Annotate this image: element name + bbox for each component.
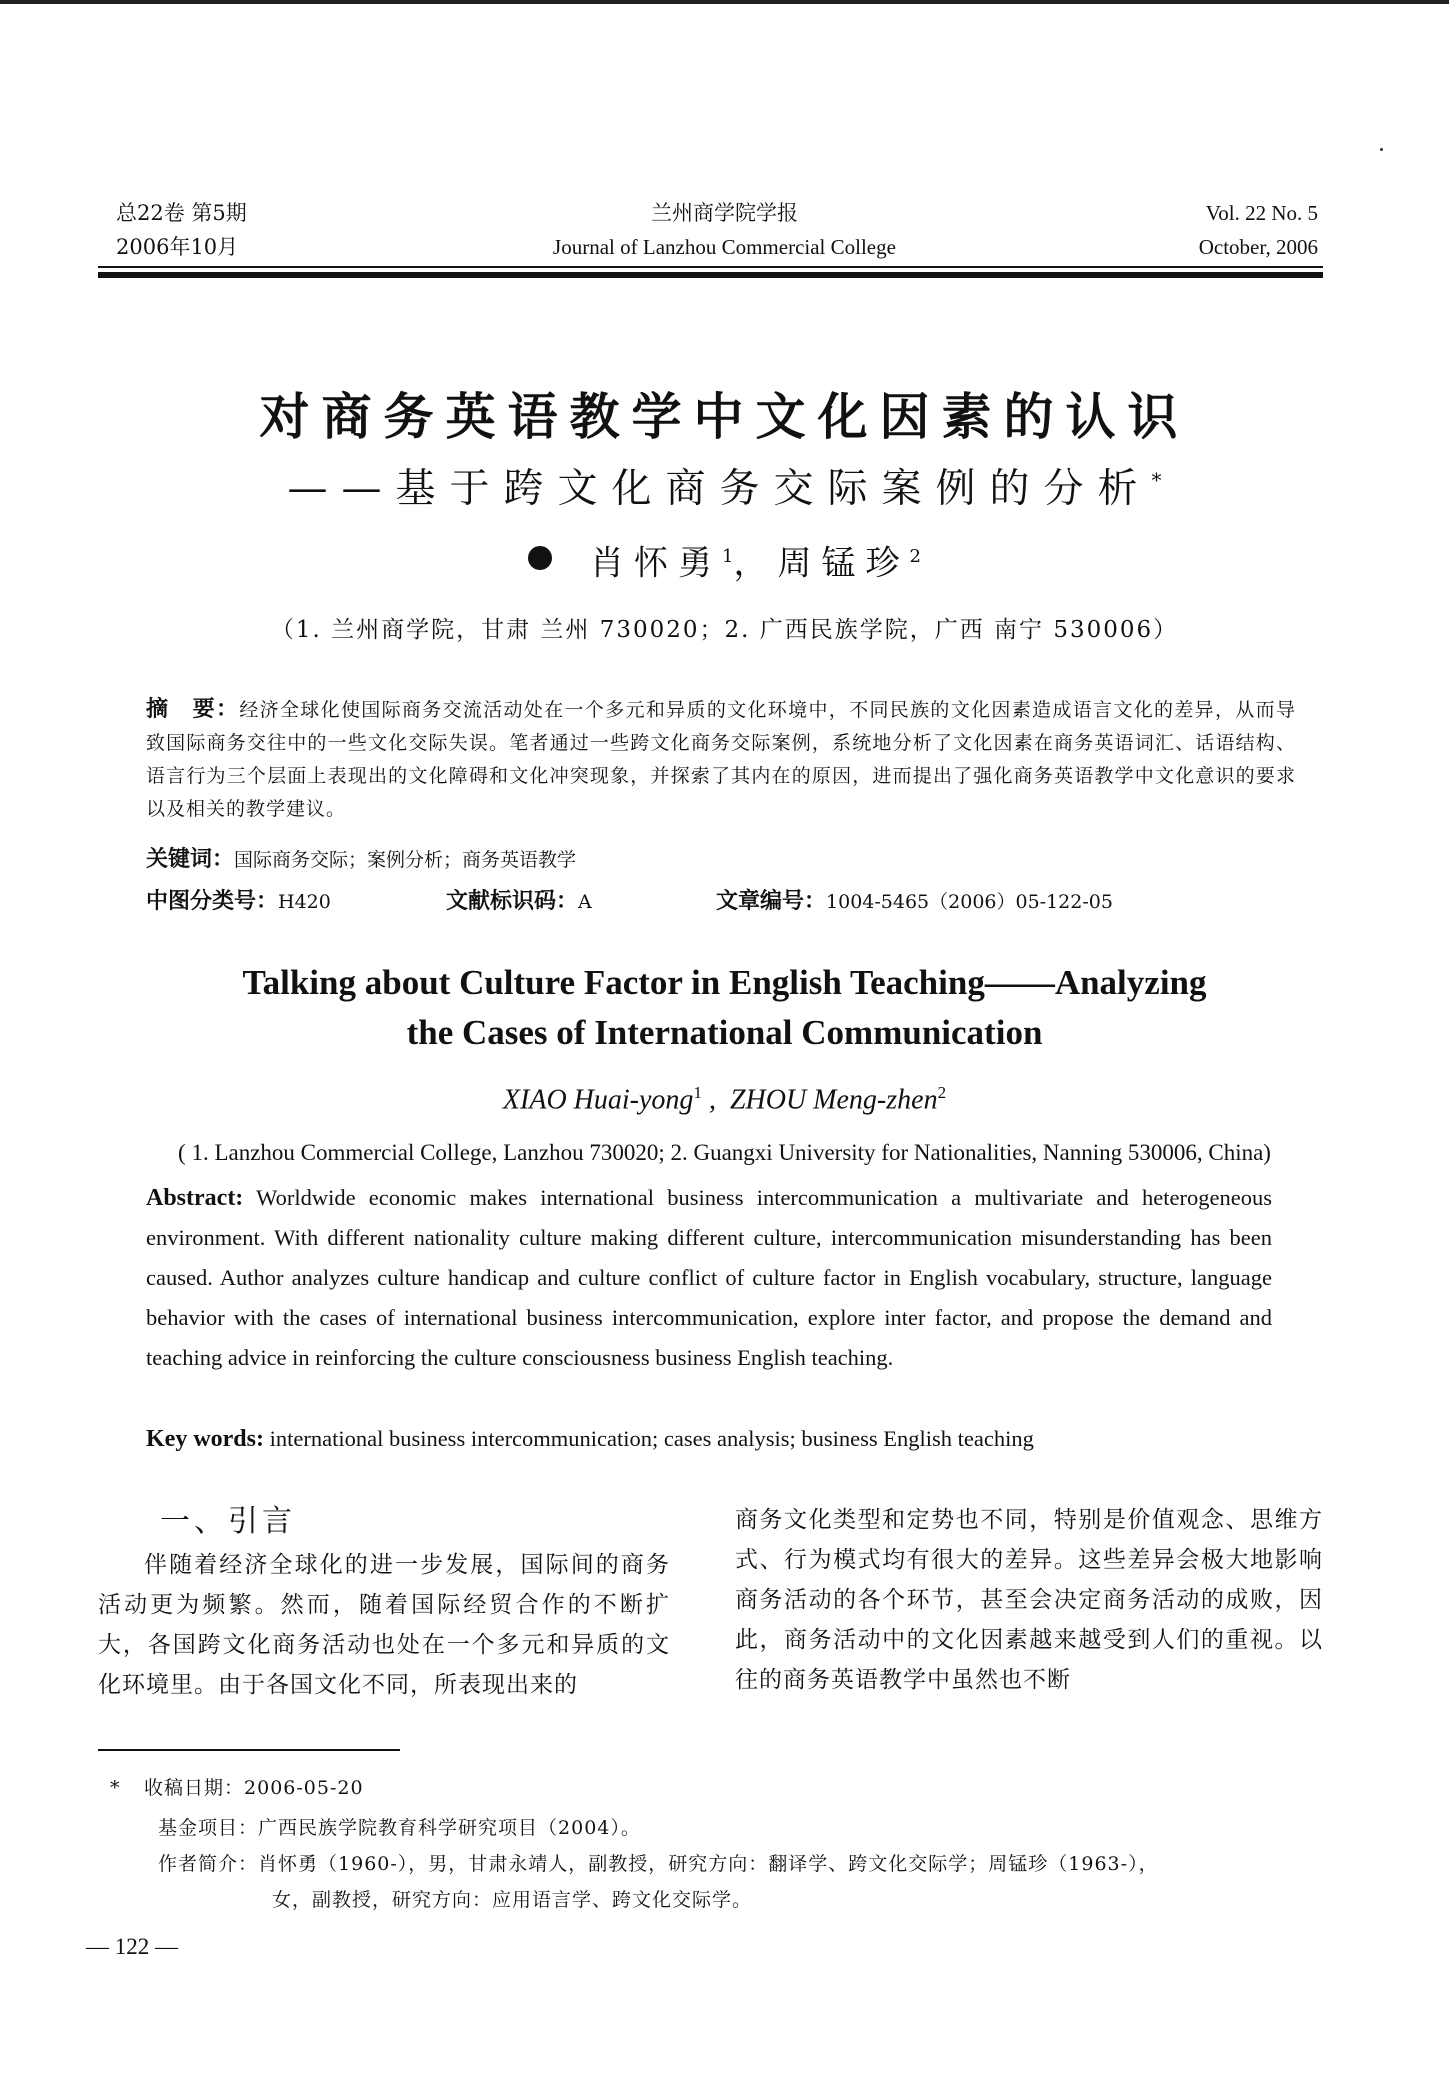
keywords-cn: [146, 843, 576, 877]
author-separator: ，: [733, 543, 778, 584]
author-1-sup: 1: [722, 546, 734, 567]
clc-label: 中图分类号：: [146, 889, 279, 914]
journal-volume-en: [1199, 196, 1318, 264]
page-subtitle: [0, 452, 1449, 516]
footnote-bio-continued: 女，副教授，研究方向：应用语言学、跨文化交际学。: [272, 1889, 753, 1911]
clc-value: H420: [278, 891, 331, 913]
author-2-sup: 2: [909, 546, 921, 567]
english-title-line2: the Cases of International Communication: [406, 1013, 1043, 1052]
author-2-cn: 周锰珍: [777, 543, 910, 584]
scan-speck: [1380, 148, 1383, 151]
fund-label: 基金项目：: [158, 1817, 259, 1839]
journal-name-en: Journal of Lanzhou Commercial College: [553, 235, 896, 259]
author-en-separator: ,: [701, 1084, 730, 1116]
article-no-value: 1004-5465（2006）05-122-05: [826, 891, 1113, 913]
authors-cn: [0, 533, 1449, 587]
footnote-rule: [98, 1749, 400, 1751]
subtitle-footnote-mark: *: [1151, 468, 1162, 492]
page-title: 对商务英语教学中文化因素的认识: [259, 388, 1190, 446]
subtitle-text: ——基于跨文化商务交际案例的分析: [287, 465, 1152, 512]
authors-en: [0, 1073, 1449, 1120]
page-number: — 122 —: [86, 1934, 178, 1959]
doc-code-value: A: [578, 891, 592, 913]
body-left-column: 伴随着经济全球化的进一步发展，国际间的商务活动更为频繁。然而，随着国际经贸合作的不断扩大，各国跨文化商务活动也处在一个多元和异质的文化环境里。由于各国文化不同，所表现出来的: [98, 1552, 670, 1698]
article-number: [716, 885, 1113, 919]
header-rule-thin: [98, 266, 1323, 268]
clc-number: [146, 885, 331, 919]
english-title-line1: Talking about Culture Factor in English Teaching——Analyzing: [242, 963, 1207, 1002]
journal-name-cn: 兰州商学院学报: [651, 201, 798, 225]
keywords-cn-text: 国际商务交际；案例分析；商务英语教学: [234, 849, 577, 871]
author-1-cn: 肖怀勇: [590, 543, 723, 584]
keywords-en: [146, 1419, 1034, 1459]
author-2-en-sup: 2: [937, 1083, 947, 1102]
keywords-cn-label: 关键词：: [146, 847, 235, 872]
abstract-en-label: Abstract:: [146, 1185, 244, 1211]
top-border: [0, 0, 1449, 4]
author-1-en: XIAO Huai-yong: [502, 1084, 694, 1116]
header-rule-thick: [98, 272, 1323, 278]
affiliation-en: ( 1. Lanzhou Commercial College, Lanzhou 730020; 2. Guangxi University for Nationalities, Nanning 530006, China): [178, 1140, 1271, 1165]
bio-label: 作者简介：: [158, 1853, 259, 1875]
volume-issue: 总22卷 第5期: [116, 201, 247, 225]
document-code: [446, 885, 592, 919]
article-no-label: 文章编号：: [716, 889, 827, 914]
english-title: [0, 958, 1449, 1058]
abstract-en: [146, 1178, 1272, 1378]
footnote-bio: [158, 1846, 1378, 1882]
abstract-en-text: Worldwide economic makes international business intercommunication a multivariate and heterogeneous environment. With different nationality culture making different culture, intercommunication misunderstanding has been caused. Author analyzes culture handicap and culture conflict of culture factor in English vocabulary, structure, language behavior with the cases of international business intercommunication, explore inter factor, and propose the demand and teaching advice in reinforcing the culture consciousness business English teaching.: [146, 1185, 1272, 1370]
footnote-received: [110, 1770, 1330, 1806]
abstract-cn: [146, 693, 1296, 826]
body-right-column: 商务文化类型和定势也不同，特别是价值观念、思维方式、行为模式均有很大的差异。这些差异会极大地影响商务活动的各个环节，甚至会决定商务活动的成败，因此，商务活动中的文化因素越来越受到人们的重视。以往的商务英语教学中虽然也不断: [735, 1507, 1323, 1693]
date-en: October, 2006: [1198, 235, 1318, 259]
footnote-fund: [158, 1810, 1378, 1846]
author-2-en: ZHOU Meng-zhen: [729, 1084, 938, 1116]
author-1-en-sup: 1: [693, 1083, 702, 1102]
footnote-mark: *: [110, 1777, 121, 1799]
issue-date: 2006年10月: [116, 235, 239, 259]
bullet-icon: [528, 546, 552, 570]
bio-text: 肖怀勇（1960-），男，甘肃永靖人，副教授，研究方向：翻译学、跨文化交际学；周锰珍（1963-），: [258, 1853, 1159, 1875]
received-date: 2006-05-20: [244, 1777, 364, 1799]
section-heading: 一、引言: [160, 1504, 296, 1539]
doc-code-label: 文献标识码：: [446, 889, 579, 914]
keywords-en-label: Key words:: [146, 1426, 264, 1452]
abstract-cn-label: 摘 要：: [146, 697, 240, 722]
received-label: 收稿日期：: [144, 1777, 245, 1799]
keywords-en-text: international business intercommunication; cases analysis; business English teaching: [263, 1426, 1034, 1451]
affiliation-cn: （1. 兰州商学院，甘肃 兰州 730020；2. 广西民族学院，广西 南宁 530006）: [270, 617, 1179, 643]
abstract-cn-text: 经济全球化使国际商务交流活动处在一个多元和异质的文化环境中，不同民族的文化因素造成语言文化的差异，从而导致国际商务交往中的一些文化交际失误。笔者通过一些跨文化商务交际案例，系统地分析了文化因素在商务英语词汇、话语结构、语言行为三个层面上表现出的文化障碍和文化冲突现象，并探索了其内在的原因，进而提出了强化商务英语教学中文化意识的要求以及相关的教学建议。: [146, 699, 1296, 820]
fund-text: 广西民族学院教育科学研究项目（2004）。: [258, 1817, 641, 1839]
volume-number-en: Vol. 22 No. 5: [1205, 201, 1318, 225]
